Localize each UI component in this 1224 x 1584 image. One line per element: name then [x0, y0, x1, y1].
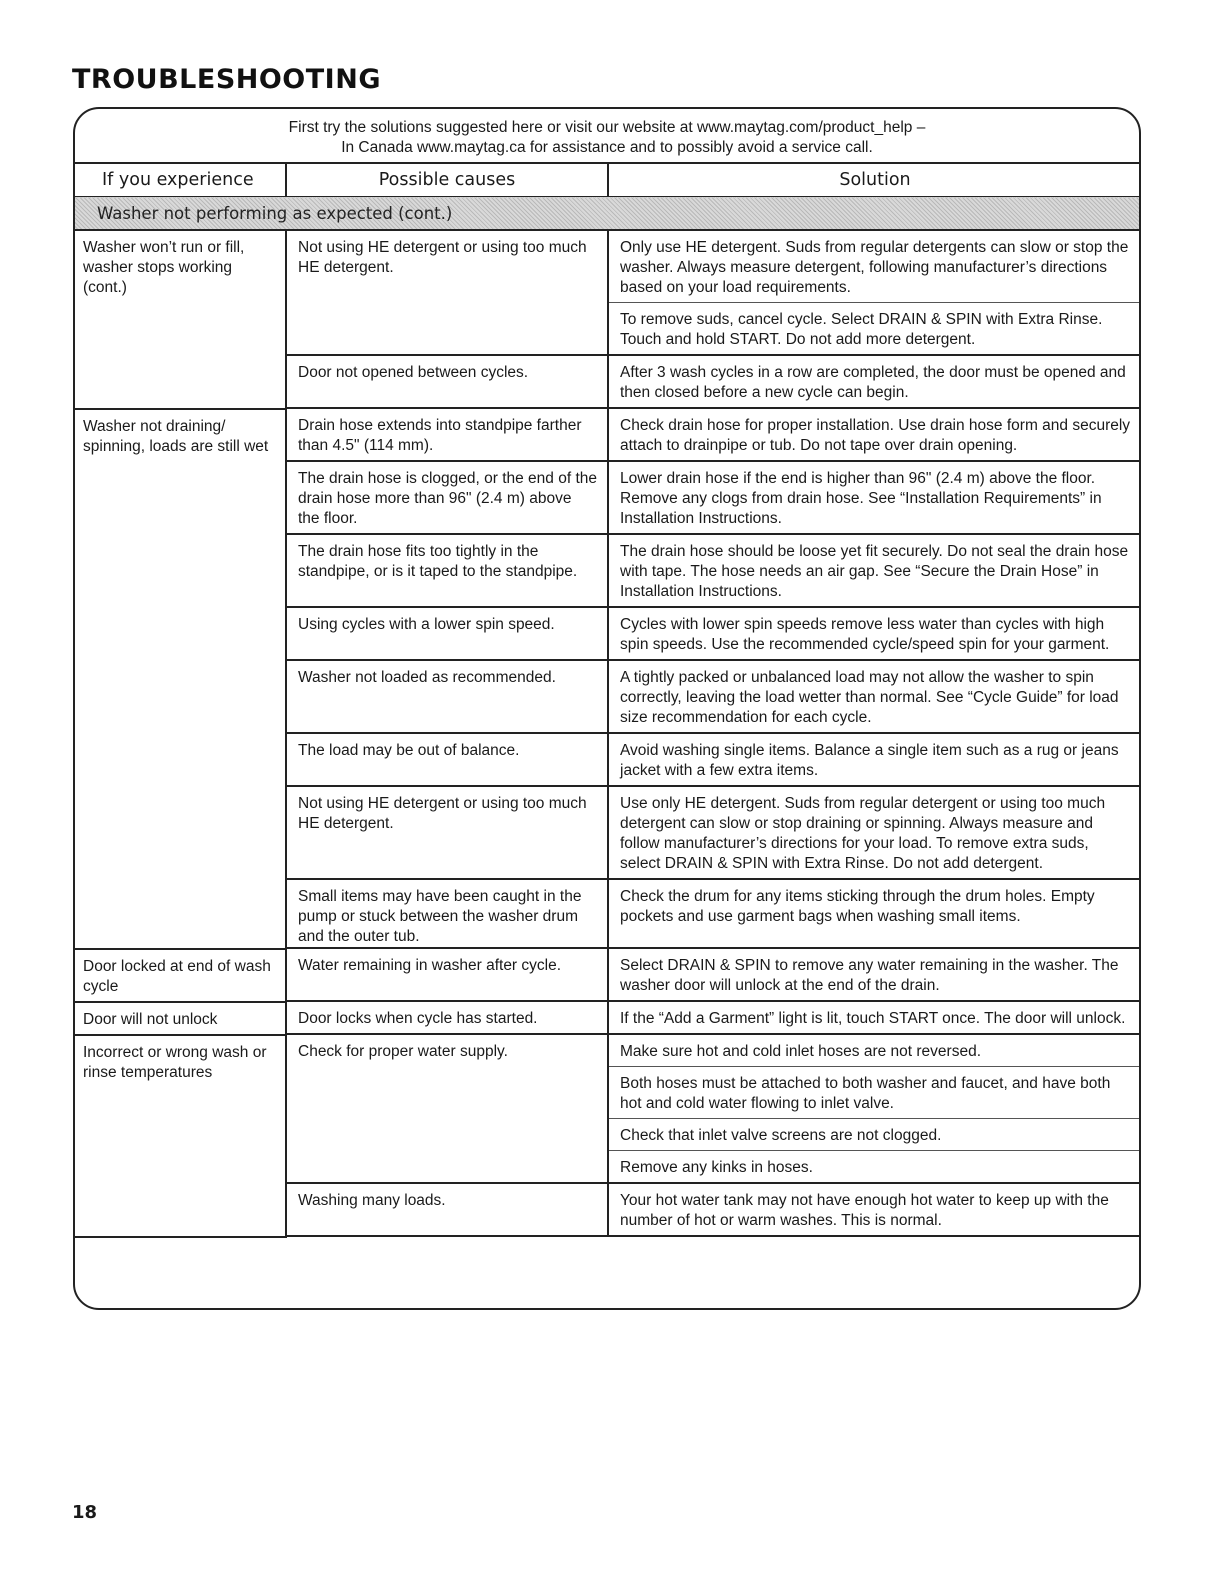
symptom-text: Door locked at end of wash cycle — [73, 949, 286, 1002]
solution-text: To remove suds, cancel cycle. Select DRAIN & SPIN with Extra Rinse. Touch and hold START. Do not add more detergent. — [609, 302, 1141, 354]
symptom-text: Washer won’t run or fill, washer stops working (cont.) — [73, 230, 286, 409]
cause-text: Door locks when cycle has started. — [287, 1002, 609, 1035]
cause-row — [287, 1184, 1141, 1237]
solution-group — [609, 949, 1141, 1002]
cause-text: The load may be out of balance. — [287, 734, 609, 787]
solution-text: Check that inlet valve screens are not clogged. — [609, 1118, 1141, 1150]
cause-text: Not using HE detergent or using too much HE detergent. — [287, 787, 609, 880]
solution-group — [609, 787, 1141, 880]
intro-line-1: First try the solutions suggested here or visit our website at www.maytag.com/product_help – — [288, 119, 926, 136]
symptom-block — [73, 409, 1141, 949]
header-experience: If you experience — [73, 163, 286, 197]
solution-text: Both hoses must be attached to both washer and faucet, and have both hot and cold water flowing to inlet valve. — [609, 1066, 1141, 1118]
cause-text: Water remaining in washer after cycle. — [287, 949, 609, 1002]
solution-group — [609, 535, 1141, 608]
symptom-block — [73, 1035, 1141, 1237]
cause-row — [287, 356, 1141, 409]
solution-group — [609, 734, 1141, 787]
solution-text: Only use HE detergent. Suds from regular detergents can slow or stop the washer. Always measure detergent, following manufacturer’s directions based on your load requirements. — [620, 239, 1129, 296]
solution-group — [609, 409, 1141, 462]
cause-row — [287, 734, 1141, 787]
section-row — [73, 197, 1141, 231]
cause-text: Washing many loads. — [287, 1184, 609, 1237]
solution-text: Cycles with lower spin speeds remove less water than cycles with high spin speeds. Use the recommended cycle/speed spin for your garment. — [620, 616, 1110, 653]
troubleshooting-frame — [73, 107, 1141, 1310]
cause-text: Washer not loaded as recommended. — [287, 661, 609, 734]
solution-group — [609, 231, 1141, 356]
cause-text: Not using HE detergent or using too much HE detergent. — [287, 231, 609, 356]
cause-row — [287, 231, 1141, 356]
solution-text: A tightly packed or unbalanced load may not allow the washer to spin correctly, leaving the load wetter than normal. See “Cycle Guide” for load size recommendation for each cycle. — [620, 669, 1119, 726]
solution-group — [609, 462, 1141, 535]
cause-row — [287, 462, 1141, 535]
solution-text: If the “Add a Garment” light is lit, touch START once. The door will unlock. — [620, 1010, 1126, 1027]
intro-text — [75, 109, 1139, 161]
cause-text: Using cycles with a lower spin speed. — [287, 608, 609, 661]
solution-group — [609, 356, 1141, 409]
cause-text: Check for proper water supply. — [287, 1035, 609, 1184]
solution-text: Remove any kinks in hoses. — [609, 1150, 1141, 1182]
cause-text: The drain hose is clogged, or the end of the drain hose more than 96" (2.4 m) above the floor. — [287, 462, 609, 535]
troubleshooting-table — [73, 162, 1141, 1238]
solution-text: Avoid washing single items. Balance a single item such as a rug or jeans jacket with a few extra items. — [620, 742, 1119, 779]
solution-group — [609, 608, 1141, 661]
page-title: TROUBLESHOOTING — [72, 64, 381, 95]
cause-row — [287, 608, 1141, 661]
solution-text: Your hot water tank may not have enough hot water to keep up with the number of hot or warm washes. This is normal. — [620, 1192, 1109, 1229]
solution-group — [609, 1035, 1141, 1184]
cause-row — [287, 661, 1141, 734]
cause-row — [287, 1002, 1141, 1035]
solution-text: Check drain hose for proper installation. Use drain hose form and securely attach to drainpipe or tub. Do not tape over drain opening. — [620, 417, 1131, 454]
section-title: Washer not performing as expected (cont.) — [73, 197, 1141, 231]
cause-row — [287, 949, 1141, 1002]
solution-text: Use only HE detergent. Suds from regular detergent or using too much detergent can slow or stop draining or spinning. Always measure and follow manufacturer’s directions for your load. To remove extra suds, select DRAIN & SPIN with Extra Rinse. Do not add detergent. — [620, 795, 1106, 872]
cause-row — [287, 409, 1141, 462]
solution-group — [609, 661, 1141, 734]
cause-text: Drain hose extends into standpipe farther than 4.5" (114 mm). — [287, 409, 609, 462]
cause-text: The drain hose fits too tightly in the standpipe, or is it taped to the standpipe. — [287, 535, 609, 608]
header-solution: Solution — [608, 163, 1141, 197]
solution-text: Make sure hot and cold inlet hoses are not reversed. — [620, 1043, 982, 1060]
cause-row — [287, 1035, 1141, 1184]
solution-text: Check the drum for any items sticking through the drum holes. Empty pockets and use garment bags when washing small items. — [620, 888, 1095, 925]
cause-text: Door not opened between cycles. — [287, 356, 609, 409]
cause-row — [287, 535, 1141, 608]
symptom-block — [73, 1002, 1141, 1035]
solution-text: After 3 wash cycles in a row are completed, the door must be opened and then closed before a new cycle can begin. — [620, 364, 1126, 401]
header-causes: Possible causes — [286, 163, 608, 197]
cause-text: Small items may have been caught in the pump or stuck between the washer drum and the outer tub. — [287, 880, 609, 949]
solution-text: Lower drain hose if the end is higher than 96" (2.4 m) above the floor. Remove any clogs from drain hose. See “Installation Requirements” in Installation Instructions. — [620, 470, 1102, 527]
symptom-block — [73, 230, 1141, 409]
symptom-text: Incorrect or wrong wash or rinse temperatures — [73, 1035, 286, 1237]
page-number: 18 — [72, 1502, 98, 1523]
solution-text: The drain hose should be loose yet fit securely. Do not seal the drain hose with tape. The hose needs an air gap. See “Secure the Drain Hose” in Installation Instructions. — [620, 543, 1129, 600]
solution-group — [609, 880, 1141, 949]
symptom-text: Washer not draining/ spinning, loads are still wet — [73, 409, 286, 949]
intro-line-2: In Canada www.maytag.ca for assistance and to possibly avoid a service call. — [341, 139, 873, 156]
solution-group — [609, 1184, 1141, 1237]
solution-text: Select DRAIN & SPIN to remove any water remaining in the washer. The washer door will unlock at the end of the drain. — [620, 957, 1119, 994]
header-row — [73, 163, 1141, 197]
cause-row — [287, 787, 1141, 880]
symptom-block — [73, 949, 1141, 1002]
cause-row — [287, 880, 1141, 949]
symptom-text: Door will not unlock — [73, 1002, 286, 1035]
solution-group — [609, 1002, 1141, 1035]
